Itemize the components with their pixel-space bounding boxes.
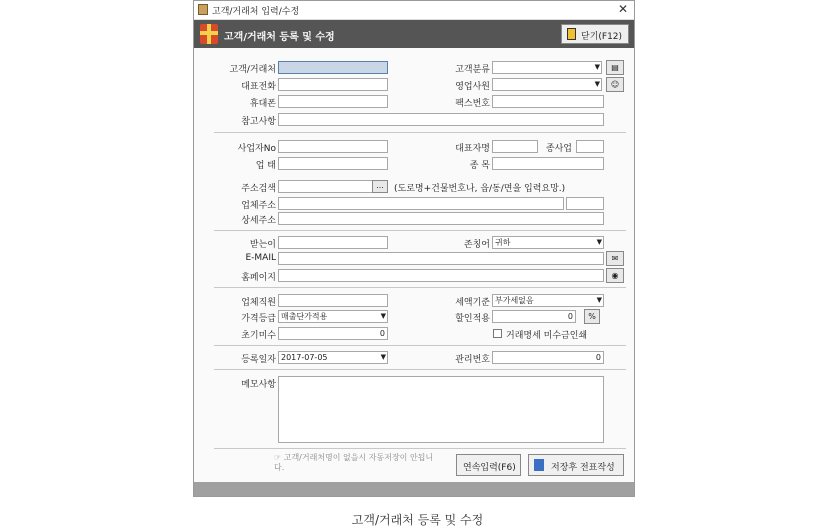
honorific-select[interactable] [492,236,604,249]
continuous-input-button[interactable] [456,454,521,476]
print-tax-unpaid-label: 거래명세 미수금인쇄 [506,331,588,341]
honorific-value: 귀하 [495,238,511,247]
memo-textarea[interactable] [278,376,604,443]
tax-basis-select[interactable] [492,294,604,307]
label-item: 종 목 [469,161,490,171]
label-ceo: 대표자명 [455,144,490,154]
label-memo: 메모사항 [241,380,276,390]
initial-unpaid-input[interactable]: 0 [278,327,388,340]
label-initial-unpaid: 초기미수 [241,331,276,341]
label-customer: 고객/거래처 [229,65,276,75]
detail-addr-input[interactable] [278,212,604,225]
label-note: 참고사항 [241,117,276,127]
divider [214,287,626,288]
label-addr-search: 주소검색 [241,184,276,194]
percent-button[interactable]: % [584,309,600,324]
label-sales-rep: 영업사원 [455,82,490,92]
receiver-input[interactable] [278,236,388,249]
dropdown-arrow-icon: ▼ [596,296,602,304]
divider [214,230,626,231]
label-mobile: 휴대폰 [249,99,276,109]
dropdown-arrow-icon: ▼ [594,80,600,88]
globe-icon[interactable]: ◉ [606,268,624,283]
title-bar [194,1,634,20]
gift-icon [200,24,218,44]
divider [214,448,626,449]
close-icon[interactable]: ✕ [618,2,629,16]
label-company-addr: 업체주소 [241,201,276,211]
divider [214,132,626,133]
label-category: 고객분류 [455,65,490,75]
employees-input[interactable] [576,140,604,153]
continuous-input-label: 연속입력(F6) [463,463,516,473]
phone-input[interactable] [278,78,388,91]
biz-type-input[interactable] [278,157,388,170]
label-detail-addr: 상세주소 [241,216,276,226]
fax-input[interactable] [492,95,604,108]
save-and-slip-button[interactable] [528,454,624,476]
category-select[interactable] [492,61,602,74]
divider [214,369,626,370]
label-biz-type: 업 태 [255,161,276,171]
customer-input[interactable] [278,61,388,74]
label-receiver: 받는이 [249,240,276,250]
mgmt-no-input[interactable]: 0 [492,351,604,364]
label-biz-no: 사업자No [237,144,276,154]
tax-basis-value: 부가세없음 [495,296,534,305]
staff-input[interactable] [278,294,388,307]
label-reg-date: 등록일자 [241,355,276,365]
dropdown-arrow-icon: ▼ [594,63,600,71]
zip-input[interactable] [566,197,604,210]
close-button-label: 닫기(F12) [581,32,623,42]
price-grade-select[interactable] [278,310,388,323]
note-input[interactable] [278,113,604,126]
list-icon[interactable]: ▤ [606,60,624,75]
discount-input[interactable]: 0 [492,310,576,323]
homepage-input[interactable] [278,269,604,282]
sales-rep-select[interactable] [492,78,602,91]
dropdown-arrow-icon: ▼ [596,238,602,246]
item-input[interactable] [492,157,604,170]
reg-date-select[interactable] [278,351,388,364]
label-employees: 종사업 [545,144,572,154]
addr-hint: (도로명+건물번호나, 읍/동/면을 입력요망.) [394,184,566,194]
arrow-icon [534,459,544,471]
label-discount: 할인적용 [455,314,490,324]
price-grade-value: 매출단가적용 [281,312,328,321]
auto-save-notice: ☞ 고객/거래처명이 없을시 자동저장이 안됩니다. [274,453,434,472]
person-icon[interactable]: ☺ [606,77,624,92]
reg-date-value: 2017-07-05 [281,353,328,362]
label-homepage: 홈페이지 [241,273,276,283]
figure-caption: 고객/거래처 등록 및 수정 [351,513,484,527]
divider [214,345,626,346]
addr-search-button[interactable]: ... [372,180,388,193]
dropdown-arrow-icon: ▼ [380,312,386,320]
door-icon [567,28,576,40]
label-price-grade: 가격등급 [241,314,276,324]
header-title: 고객/거래처 등록 및 수정 [224,32,335,43]
mail-icon[interactable]: ✉ [606,251,624,266]
label-staff: 업체직원 [241,298,276,308]
label-email: E-MAIL [245,253,276,263]
label-honorific: 존칭어 [463,240,490,250]
label-tax-basis: 세액기준 [455,298,490,308]
ceo-input[interactable] [492,140,538,153]
company-addr-input[interactable] [278,197,564,210]
save-and-slip-label: 저장후 전표작성 [551,463,615,473]
window-title: 고객/거래처 입력/수정 [212,7,300,17]
status-bar [194,482,634,496]
header-bar [194,20,634,48]
app-icon [198,4,208,15]
label-fax: 팩스번호 [455,99,490,109]
mobile-input[interactable] [278,95,388,108]
dropdown-arrow-icon: ▼ [380,353,386,361]
label-phone: 대표전화 [241,82,276,92]
email-input[interactable] [278,252,604,265]
close-button[interactable] [561,24,629,44]
dialog-window [193,0,635,497]
label-mgmt-no: 관리번호 [455,355,490,365]
biz-no-input[interactable] [278,140,388,153]
print-tax-unpaid-checkbox[interactable] [493,329,502,338]
